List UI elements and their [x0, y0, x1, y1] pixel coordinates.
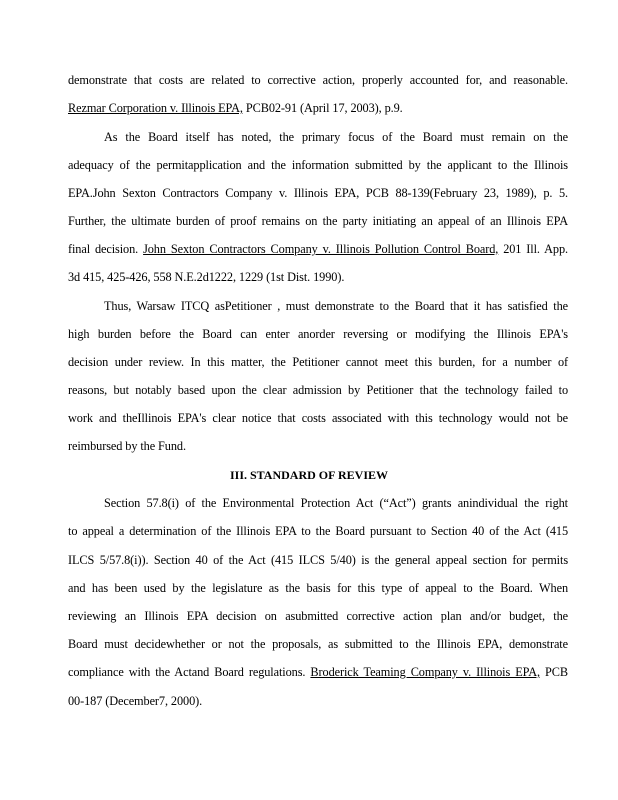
para4-line8: 00-187 (December7, 2000). [68, 694, 203, 708]
para2-line6: 3d 415, 425-426, 558 N.E.2d1222, 1229 (1st Dist. 1990). [68, 270, 345, 284]
para4-line3: ILCS 5/57.8(i)). Section 40 of the Act (415 ILCS 5/40) is the general appeal section for permits [68, 553, 568, 567]
citation-john-sexton: John Sexton Contractors Company v. Illinois Pollution Control Board, [143, 242, 499, 256]
para3-line2: high burden before the Board can enter anorder reversing or modifying the Illinois EPA's [68, 327, 568, 341]
citation-rezmar: Rezmar Corporation v. Illinois EPA, [68, 101, 243, 115]
para2-line4: Further, the ultimate burden of proof remains on the party initiating an appeal of an Illinois EPA [68, 214, 568, 228]
para4-line2: to appeal a determination of the Illinois EPA to the Board pursuant to Section 40 of the Act (415 [68, 524, 568, 538]
para3-line1: Thus, Warsaw ITCQ asPetitioner , must demonstrate to the Board that it has satisfied the [104, 299, 568, 313]
para3-line6: reimbursed by the Fund. [68, 439, 186, 453]
para4-line4: and has been used by the legislature as the basis for this type of appeal to the Board. When [68, 581, 568, 595]
para2-line2: adequacy of the permitapplication and the information submitted by the applicant to the Illinois [68, 158, 568, 172]
para2-line5-prefix: final decision. [68, 242, 144, 256]
para3-line3: decision under review. In this matter, the Petitioner cannot meet this burden, for a number of [68, 355, 568, 369]
para4-line1: Section 57.8(i) of the Environmental Protection Act (“Act”) grants anindividual the right [104, 496, 568, 510]
para2-line1: As the Board itself has noted, the primary focus of the Board must remain on the [104, 130, 568, 144]
para4-line6: Board must decidewhether or not the proposals, as submitted to the Illinois EPA, demonstrate [68, 637, 568, 651]
para1-line1: demonstrate that costs are related to corrective action, properly accounted for, and reasonable. [68, 73, 568, 87]
citation-broderick: Broderick Teaming Company v. Illinois EPA, [310, 665, 540, 679]
para4-line7 [68, 664, 568, 680]
citation-rezmar-details: PCB02-91 (April 17, 2003), p.9. [242, 101, 403, 115]
para2-line3: EPA.John Sexton Contractors Company v. Illinois EPA, PCB 88-139(February 23, 1989), p. 5. [68, 186, 568, 200]
para3-line5: work and theIllinois EPA's clear notice that costs associated with this technology would not be [68, 411, 568, 425]
citation-broderick-details: PCB [540, 665, 568, 679]
citation-john-sexton-details: 201 Ill. App. [498, 242, 568, 256]
para1-line2 [68, 100, 568, 116]
section-heading: III. STANDARD OF REVIEW [229, 468, 389, 482]
para2-line5 [68, 241, 568, 257]
para4-line5: reviewing an Illinois EPA decision on asubmitted corrective action plan and/or budget, the [68, 609, 568, 623]
para4-line7-prefix: compliance with the Actand Board regulations. [68, 665, 311, 679]
para3-line4: reasons, but notably based upon the clear admission by Petitioner that the technology failed to [68, 383, 568, 397]
